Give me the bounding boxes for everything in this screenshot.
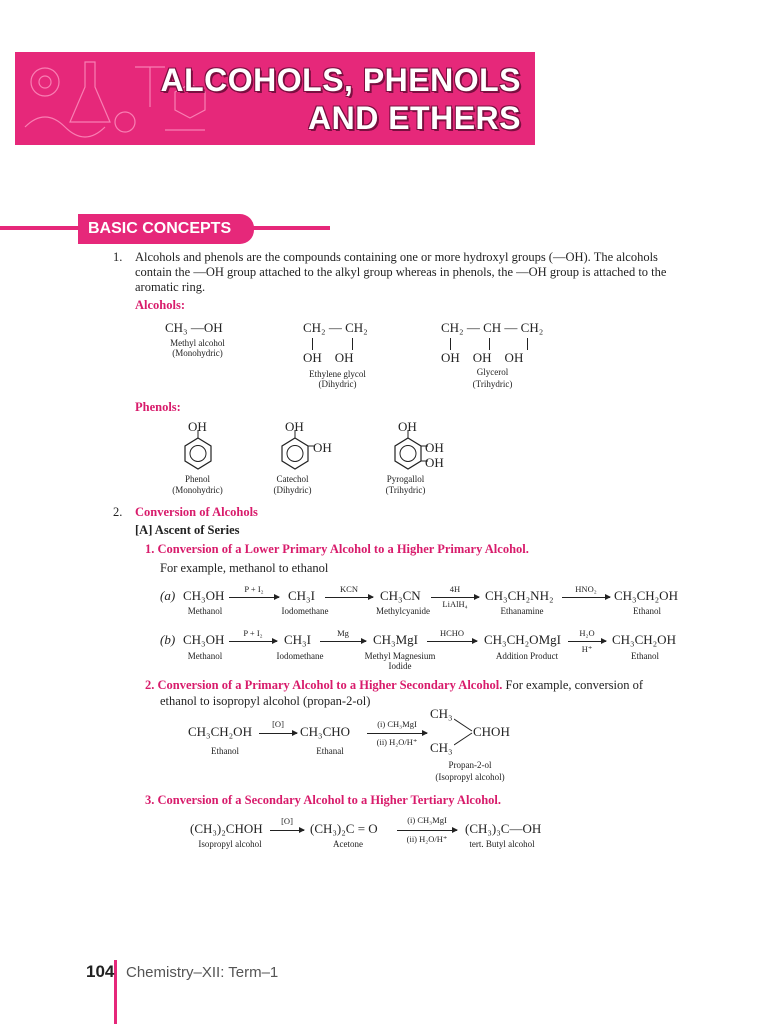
reaction-arrow (229, 597, 279, 598)
reaction-arrow (367, 733, 427, 734)
reagent-label-below: LiAlH₄ (442, 599, 468, 609)
item2-heading: 2. Conversion of a Primary Alcohol to a Higher Secondary Alcohol. (145, 678, 503, 692)
route-a-step: CH₃CH₂NH₂ (485, 588, 554, 603)
route-b-name: Methanol (187, 651, 223, 661)
item2-name: (Isopropyl alcohol) (435, 772, 505, 782)
catechol-oh: OH (285, 419, 304, 434)
pyrogallol-oh2: OH (425, 440, 444, 455)
page-number: 104 (86, 962, 115, 981)
point1-text (135, 250, 695, 295)
point1-line3: aromatic ring. (135, 280, 206, 294)
phenols-heading: Phenols: (135, 400, 181, 414)
route-a-step: CH₃I (288, 588, 315, 603)
reaction-arrow (397, 830, 457, 831)
conversion-heading: Conversion of Alcohols (135, 505, 258, 519)
alcohols-heading: Alcohols: (135, 298, 185, 312)
reagent-label: HCHO (439, 628, 465, 638)
phenol-name: Phenol (184, 474, 210, 484)
chapter-title-line2: AND ETHERS (307, 100, 521, 136)
pyrogallol-type: (Trihydric) (385, 485, 426, 495)
ethylene-glycol-name: Ethylene glycol (309, 369, 366, 379)
route-b-name: Ethanol (631, 651, 659, 661)
reagent-label: (i) CH₃MgI (377, 719, 417, 729)
bond-line (450, 338, 451, 350)
route-b-step: CH₃I (284, 632, 311, 647)
route-b-step: CH₃MgI (373, 632, 418, 647)
item1-heading: 1. Conversion of a Lower Primary Alcohol to a Higher Primary Alcohol. (145, 542, 529, 556)
route-b-name: Methyl Magnesium (364, 651, 436, 661)
reagent-label-below: (ii) H₂O/H⁺ (376, 737, 418, 747)
route-b-step: CH₃CH₂OMgI (484, 632, 561, 647)
item2-text-tail: For example, conversion of (502, 678, 643, 692)
reagent-label-below: (ii) H₂O/H⁺ (406, 834, 448, 844)
bond-line (352, 338, 353, 350)
phenol-type: (Monohydric) (172, 485, 223, 495)
ethylene-glycol-type: (Dihydric) (318, 379, 357, 389)
pyrogallol-oh: OH (398, 419, 417, 434)
reagent-label: HNO₂ (575, 584, 597, 594)
item2-step: CH₃CH₂OH (188, 724, 252, 739)
bond-line (312, 338, 313, 350)
bond-line (527, 338, 528, 350)
reaction-arrow (320, 641, 366, 642)
book-title: Chemistry–XII: Term–1 (126, 964, 279, 981)
pyrogallol-name: Pyrogallol (386, 474, 425, 484)
bond-line (489, 338, 490, 350)
reaction-arrow (562, 597, 610, 598)
branch-ch3-bottom: CH₃ (430, 740, 453, 755)
glycerol-type: (Trihydric) (472, 379, 513, 389)
chapter-title-line1: ALCOHOLS, PHENOLS (160, 62, 521, 98)
ascent-of-series-heading: [A] Ascent of Series (135, 523, 240, 537)
reagent-label: [O] (272, 719, 284, 729)
item3-name: Acetone (333, 839, 363, 849)
reaction-arrow (325, 597, 373, 598)
route-a-step: CH₃CH₂OH (614, 588, 678, 603)
pyrogallol-oh3: OH (425, 455, 444, 470)
item3-name: tert. Butyl alcohol (469, 839, 535, 849)
point1-line2: contain the —OH group attached to the alkyl group whereas in phenols, the —OH group is attached to the (135, 265, 667, 279)
phenol-oh: OH (188, 419, 207, 434)
point-number-1: 1. (113, 250, 123, 264)
route-b-name: Iodomethane (276, 651, 324, 661)
reagent-label-below: H⁺ (581, 644, 593, 654)
ethylene-glycol-bottom: OH OH (303, 350, 354, 365)
item2-step: CHOH (473, 724, 510, 739)
section-heading: BASIC CONCEPTS (78, 214, 254, 244)
route-a-step: CH₃OH (183, 588, 225, 603)
reaction-arrow (270, 830, 304, 831)
reagent-label: P + I₂ (244, 584, 264, 594)
chapter-banner (15, 52, 535, 145)
route-a-name: Ethanamine (500, 606, 544, 616)
reagent-label: Mg (337, 628, 349, 638)
item2-text (145, 678, 690, 693)
route-a-name: Methylcyanide (376, 606, 430, 616)
route-b-name-line2: Iodide (388, 661, 412, 671)
reaction-arrow (259, 733, 297, 734)
item2-name: Ethanol (211, 746, 239, 756)
benzene-ring-icon (388, 430, 428, 470)
route-a-name: Methanol (187, 606, 223, 616)
item3-name: Isopropyl alcohol (198, 839, 262, 849)
item2-text-line2: ethanol to isopropyl alcohol (propan-2-ol) (160, 694, 371, 708)
route-a-step: CH₃CN (380, 588, 421, 603)
reagent-label: 4H (449, 584, 461, 594)
item3-step: (CH₃)₃C—OH (465, 821, 542, 836)
glycerol-name: Glycerol (476, 367, 509, 377)
methyl-alcohol-formula: CH₃ —OH (165, 320, 223, 335)
reagent-label: KCN (340, 584, 358, 594)
item2-step: CH₃CHO (300, 724, 351, 739)
glycerol-top: CH₂ — CH — CH₂ (441, 320, 544, 335)
item3-step: (CH₃)₂C = O (310, 821, 378, 836)
reaction-arrow (431, 597, 479, 598)
reagent-label: (i) CH₃MgI (407, 815, 447, 825)
reagent-label: H₂O (579, 628, 595, 638)
route-a-name: Ethanol (633, 606, 661, 616)
reagent-label: P + I₂ (243, 628, 263, 638)
benzene-ring-icon (275, 430, 315, 470)
item2-name: Ethanal (316, 746, 344, 756)
catechol-oh2: OH (313, 440, 332, 455)
catechol-name: Catechol (276, 474, 309, 484)
catechol-type: (Dihydric) (273, 485, 312, 495)
point-number-2: 2. (113, 505, 123, 519)
benzene-ring-icon (178, 430, 218, 470)
methyl-alcohol-name: Methyl alcohol (170, 338, 225, 348)
branch-bond-lines (454, 716, 474, 748)
route-a-label: (a) (160, 588, 176, 603)
footer-accent-bar (114, 960, 117, 1024)
item2-name: Propan-2-ol (448, 760, 492, 770)
route-b-step: CH₃CH₂OH (612, 632, 676, 647)
item3-step: (CH₃)₂CHOH (190, 821, 263, 836)
ethylene-glycol-top: CH₂ — CH₂ (303, 320, 368, 335)
branch-ch3-top: CH₃ (430, 706, 453, 721)
route-a-name: Iodomethane (281, 606, 329, 616)
item3-heading: 3. Conversion of a Secondary Alcohol to a Higher Tertiary Alcohol. (145, 793, 502, 807)
point1-line1: Alcohols and phenols are the compounds containing one or more hydroxyl groups (—OH). The alcohols (135, 250, 658, 264)
route-b-name: Addition Product (495, 651, 559, 661)
reaction-arrow (568, 641, 606, 642)
reaction-arrow (229, 641, 277, 642)
reaction-arrow (427, 641, 477, 642)
route-b-label: (b) (160, 632, 176, 647)
glycerol-bottom: OH OH OH (441, 350, 524, 365)
route-b-step: CH₃OH (183, 632, 225, 647)
item1-example: For example, methanol to ethanol (160, 561, 329, 575)
reagent-label: [O] (281, 816, 293, 826)
methyl-alcohol-type: (Monohydric) (172, 348, 223, 358)
